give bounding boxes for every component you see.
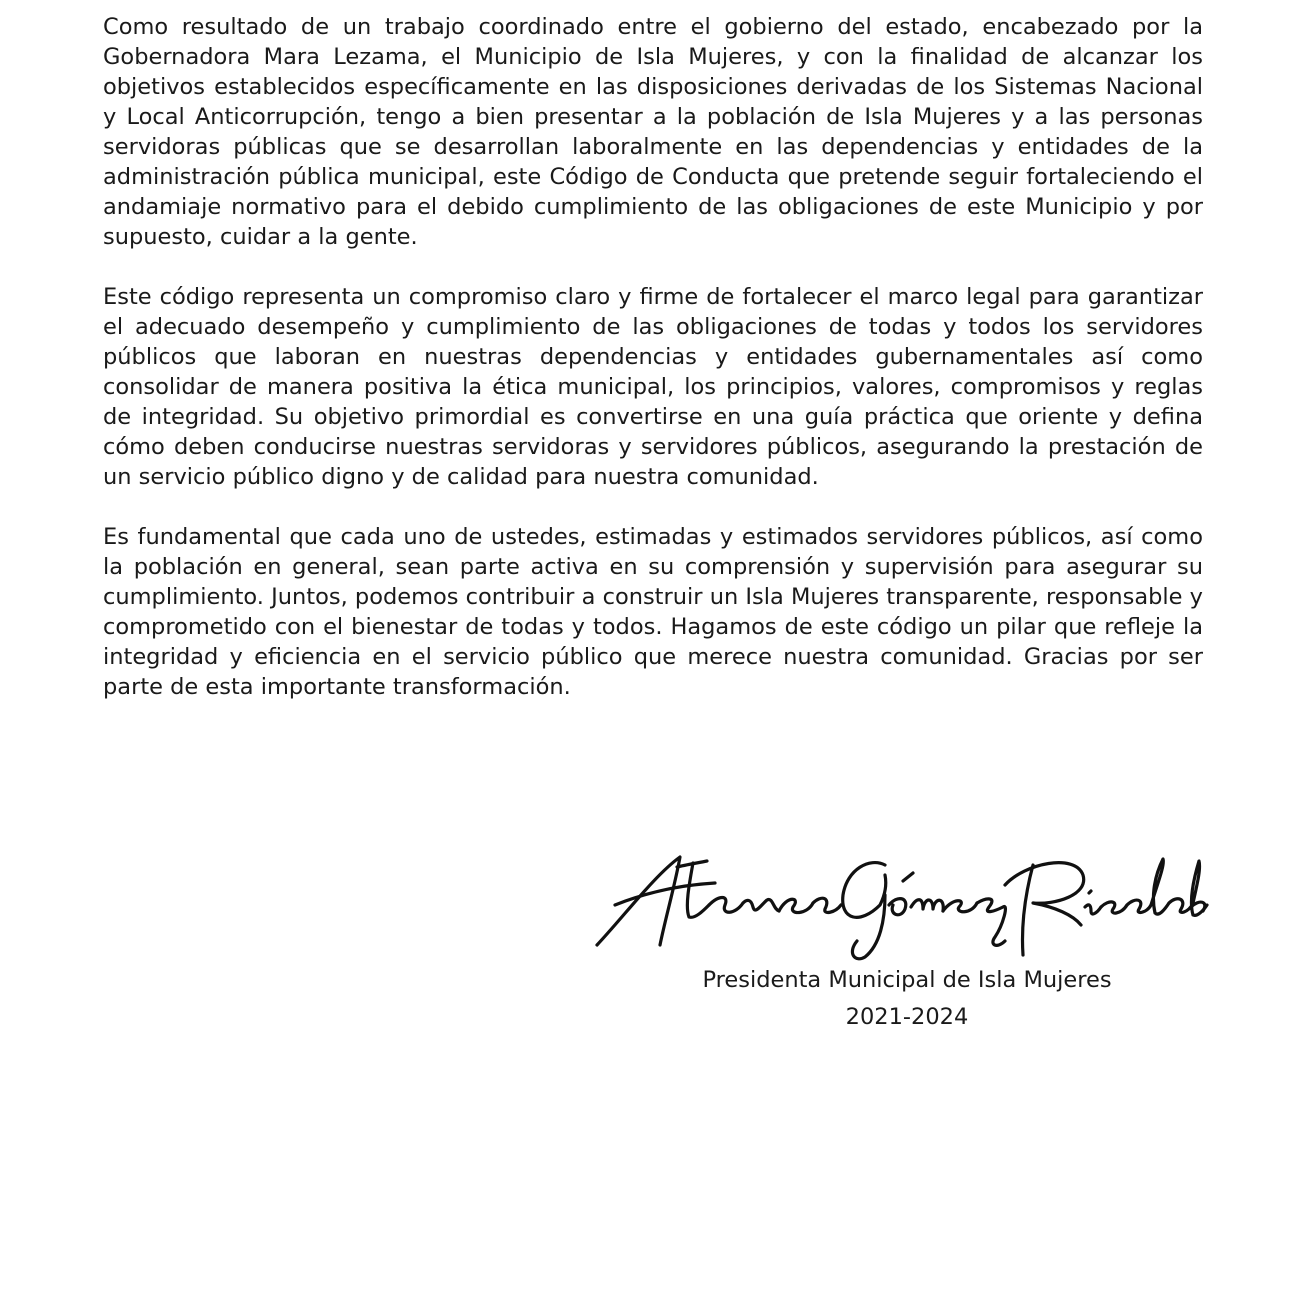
- paragraph-2: Este código representa un compromiso claro y firme de fortalecer el marco legal para garantizar el adecuado desempeño y cumplimiento de las obligaciones de todas y todos los servidores públicos que laboran en nuestras dependencias y entidades gubernamentales así como consolidar de manera positiva la ética municipal, los principios, valores, compromisos y reglas de integridad. Su objetivo primordial es convertirse en una guía práctica que oriente y defina cómo deben conducirse nuestras servidoras y servidores públicos, asegurando la prestación de un servicio público digno y de calidad para nuestra comunidad.: [103, 284, 1203, 490]
- paragraph-1: Como resultado de un trabajo coordinado entre el gobierno del estado, encabezado por la Gobernadora Mara Lezama, el Municipio de Isla Mujeres, y con la finalidad de alcanzar los objetivos establecidos específicamente en las disposiciones derivadas de los Sistemas Nacional y Local Anticorrupción, tengo a bien presentar a la población de Isla Mujeres y a las personas servidoras públicas que se desarrollan laboralmente en las dependencias y entidades de la administración pública municipal, este Código de Conducta que pretende seguir fortaleciendo el andamiaje normativo para el debido cumplimiento de las obligaciones de este Municipio y por supuesto, cuidar a la gente.: [103, 14, 1203, 250]
- handwritten-signature: [585, 845, 1210, 965]
- signer-role: Presidenta Municipal de Isla Mujeres: [702, 967, 1112, 993]
- signature-block: [560, 845, 1260, 1045]
- signer-period: 2021-2024: [845, 1004, 969, 1030]
- paragraph-3: Es fundamental que cada uno de ustedes, estimadas y estimados servidores públicos, así como la población en general, sean parte activa en su comprensión y supervisión para asegurar su cumplimiento. Juntos, podemos contribuir a construir un Isla Mujeres transparente, responsable y comprometido con el bienestar de todas y todos. Hagamos de este código un pilar que refleje la integridad y eficiencia en el servicio público que merece nuestra comunidad. Gracias por ser parte de esta importante transformación.: [103, 524, 1203, 700]
- letter-body: [103, 12, 1203, 732]
